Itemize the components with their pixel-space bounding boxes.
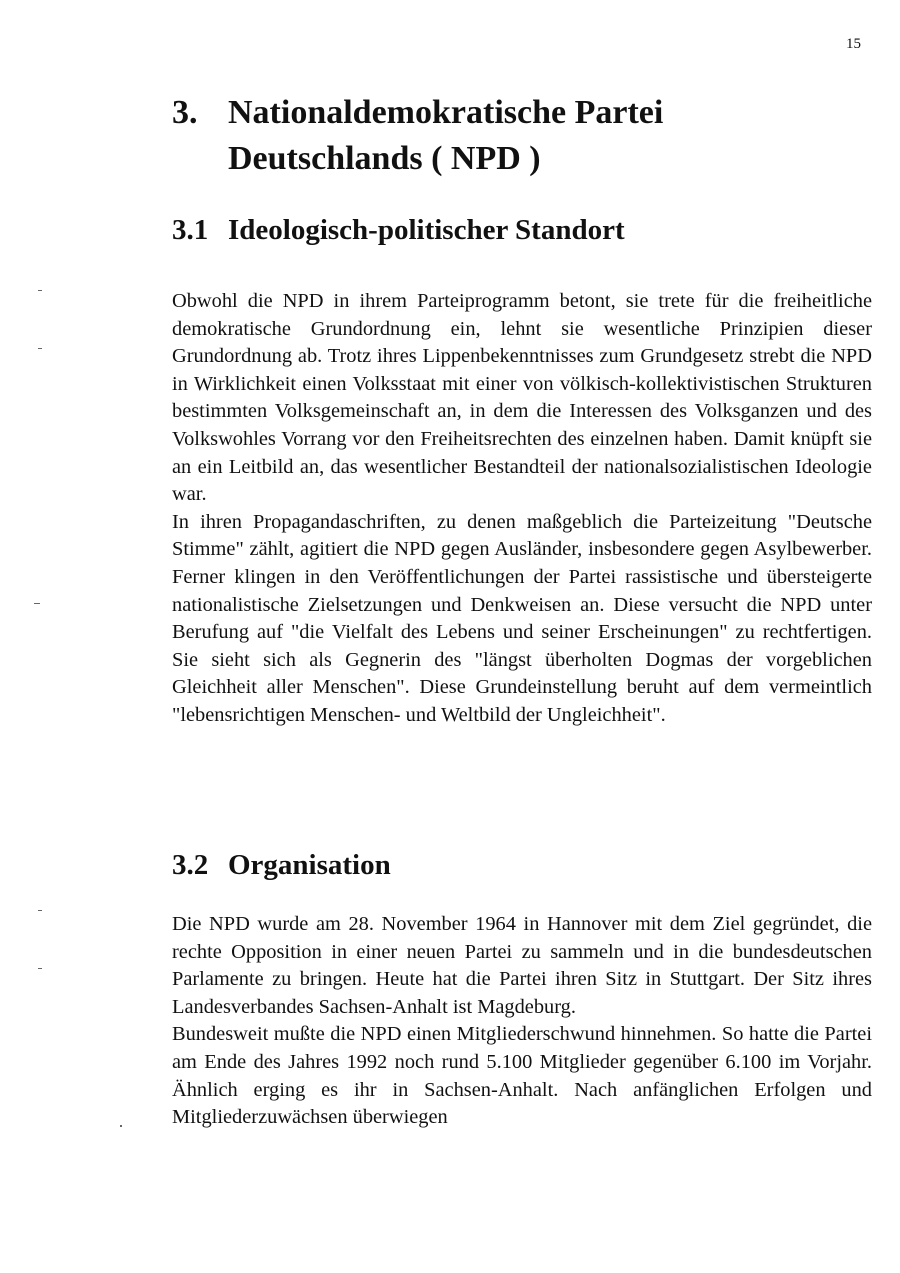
scan-margin-mark — [34, 603, 40, 604]
scan-margin-mark — [120, 1125, 122, 1127]
chapter-title-text: Nationaldemokratische Partei Deutschlands ( NPD ) — [228, 94, 664, 177]
section-title-text: Ideologisch-politischer Standort — [228, 214, 625, 246]
scan-margin-mark — [38, 348, 42, 349]
scan-margin-mark — [38, 910, 42, 911]
paragraph: In ihren Propagandaschriften, zu denen maßgeblich die Parteizeitung "Deutsche Stimme" zählt, agitiert die NPD gegen Ausländer, insbesondere gegen Asylbewerber. Ferner klingen in den Veröffentlichungen der Partei rassistische und übersteigerte nationalistische Zielsetzungen und Denkweisen an. Diese versucht die NPD unter Berufung auf "die Vielfalt des Lebens und seiner Erscheinungen" zu rechtfertigen. Sie sieht sich als Gegnerin des "längst überholten Dogmas der vorgeblichen Gleichheit aller Menschen". Diese Grundeinstellung beruht auf dem vermeintlich "lebensrichtigen Menschen- und Weltbild der Ungleichheit". — [172, 510, 872, 726]
paragraph: Bundesweit mußte die NPD einen Mitgliederschwund hinnehmen. So hatte die Partei am Ende des Jahres 1992 noch rund 5.100 Mitglieder gegenüber 6.100 im Vorjahr. Ähnlich erging es ihr in Sachsen-Anhalt. Nach anfänglichen Erfolgen und Mitgliederzuwächsen überwiegen — [172, 1023, 872, 1129]
section-number: 3.1 — [172, 214, 209, 246]
section-heading-ideologie — [172, 213, 625, 247]
page-number: 15 — [846, 36, 861, 52]
scan-margin-mark — [38, 968, 42, 969]
chapter-title — [172, 90, 748, 182]
section-body-ideologie — [172, 288, 872, 730]
section-body-organisation — [172, 911, 872, 1132]
section-heading-organisation — [172, 848, 391, 882]
paragraph: Obwohl die NPD in ihrem Parteiprogramm betont, sie trete für die freiheitliche demokratische Grundordnung ein, lehnt sie wesentliche Prinzipien dieser Grundordnung ab. Trotz ihres Lippenbekenntnisses zum Grundgesetz strebt die NPD in Wirklichkeit einen Volksstaat mit einer von völkisch-kollektivistischen Strukturen bestimmten Volksgemeinschaft an, in dem die Interessen des Volksganzen und des Volkswohles Vorrang vor den Freiheitsrechten des einzelnen haben. Damit knüpft sie an ein Leitbild an, das wesentlicher Bestandteil der nationalsozialistischen Ideologie war. — [172, 290, 872, 506]
paragraph: Die NPD wurde am 28. November 1964 in Hannover mit dem Ziel gegründet, die rechte Opposition in einer neuen Partei zu sammeln und in die bundesdeutschen Parlamente zu bringen. Heute hat die Partei ihren Sitz in Stuttgart. Der Sitz ihres Landesverbandes Sachsen-Anhalt ist Magdeburg. — [172, 913, 872, 1018]
chapter-number: 3. — [172, 94, 198, 131]
section-number: 3.2 — [172, 849, 209, 881]
section-title-text: Organisation — [228, 849, 391, 881]
scan-margin-mark — [38, 290, 42, 291]
